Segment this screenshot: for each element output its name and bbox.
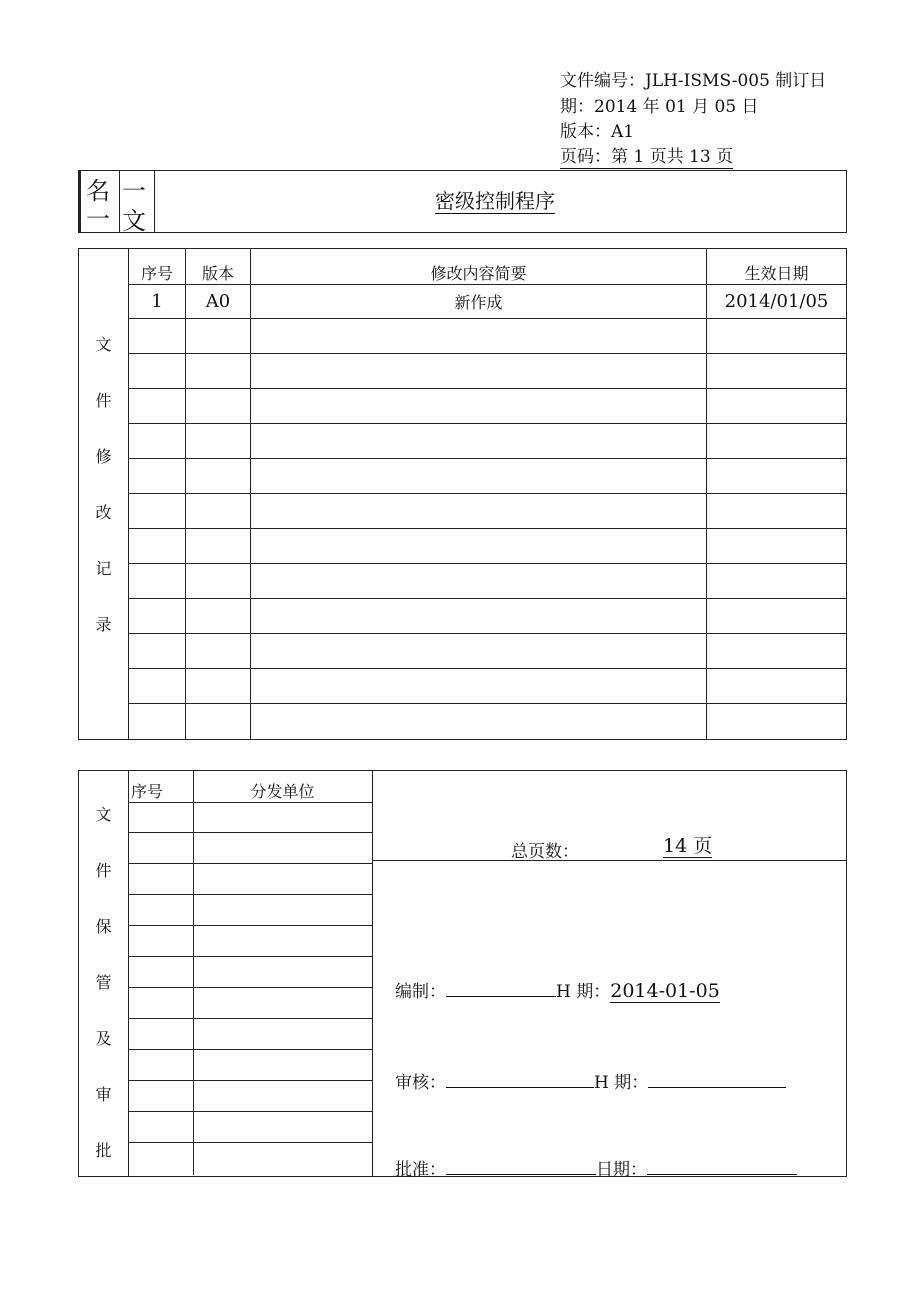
cell-version xyxy=(186,704,251,740)
cell-summary xyxy=(251,599,707,634)
table-row xyxy=(79,704,847,740)
compiled-date-label: H 期： xyxy=(556,982,611,1002)
cell-seq xyxy=(129,494,186,529)
cell-seq xyxy=(129,389,186,424)
cell-date xyxy=(707,424,847,459)
table-row xyxy=(79,389,847,424)
revision-table xyxy=(78,248,847,740)
side-char: 件 xyxy=(95,391,112,410)
cell-seq xyxy=(129,459,186,494)
cell-date: 2014/01/05 xyxy=(707,285,847,319)
side-char: 录 xyxy=(95,615,112,634)
cell-version xyxy=(186,319,251,354)
review-signature-blank xyxy=(446,1073,594,1088)
side-char: 批 xyxy=(95,1141,112,1160)
approve-date-label: 日期： xyxy=(596,1160,647,1180)
compiled-label: 编制： xyxy=(395,982,446,1002)
table-row xyxy=(129,1050,372,1081)
table-row xyxy=(129,957,372,988)
cell-date xyxy=(707,529,847,564)
column-header-summary: 修改内容简要 xyxy=(251,249,707,285)
table-row xyxy=(79,529,847,564)
approve-date-blank xyxy=(647,1160,797,1175)
side-char: 审 xyxy=(95,1085,112,1104)
cell-version xyxy=(186,669,251,704)
table-row xyxy=(129,926,372,957)
column-header-unit: 分发单位 xyxy=(193,771,372,803)
cell-summary xyxy=(251,564,707,599)
cell-version xyxy=(186,564,251,599)
table-row xyxy=(129,1081,372,1112)
review-row xyxy=(395,1068,786,1093)
cell-date xyxy=(707,564,847,599)
column-header-version: 版本 xyxy=(186,249,251,285)
column-header-seq: 序号 xyxy=(129,249,186,285)
cell-summary xyxy=(251,389,707,424)
cell-summary xyxy=(251,704,707,740)
cell-date xyxy=(707,459,847,494)
doc-number-line: 文件编号：JLH-ISMS-005 制订日 xyxy=(560,71,827,91)
cell-seq xyxy=(129,669,186,704)
side-char: 记 xyxy=(95,559,112,578)
version-line: 版本：A1 xyxy=(560,122,635,142)
total-pages-value: 14 页 xyxy=(663,835,713,857)
table-row xyxy=(129,895,372,926)
table-row xyxy=(79,285,847,319)
cell-version xyxy=(186,599,251,634)
table-row xyxy=(129,1019,372,1050)
cell-seq xyxy=(129,564,186,599)
table-row xyxy=(129,833,372,864)
distribution-side-label xyxy=(79,787,128,1179)
table-row xyxy=(79,634,847,669)
cell-seq xyxy=(129,319,186,354)
cell-date xyxy=(707,389,847,424)
table-row xyxy=(79,424,847,459)
cell-version xyxy=(186,459,251,494)
title-box xyxy=(78,170,847,233)
distribution-box xyxy=(78,770,847,1180)
cell-seq: 1 xyxy=(129,285,186,319)
cell-summary xyxy=(251,319,707,354)
compiled-signature-blank xyxy=(446,982,556,997)
side-char: 及 xyxy=(95,1029,112,1048)
cell-seq xyxy=(129,704,186,740)
side-char: 改 xyxy=(95,503,112,522)
table-row xyxy=(129,803,372,833)
cell-summary xyxy=(251,669,707,704)
cell-seq xyxy=(129,634,186,669)
cell-version xyxy=(186,494,251,529)
side-char: 管 xyxy=(95,973,112,992)
cell-summary xyxy=(251,494,707,529)
title-label-char: 名 xyxy=(86,177,110,205)
column-header-effective-date: 生效日期 xyxy=(707,249,847,285)
distribution-table xyxy=(129,770,373,1175)
cell-version xyxy=(186,529,251,564)
document-title: 密级控制程序 xyxy=(435,189,555,213)
cell-seq xyxy=(129,424,186,459)
cell-summary xyxy=(251,529,707,564)
cell-summary xyxy=(251,424,707,459)
approve-signature-blank xyxy=(446,1160,596,1175)
cell-summary xyxy=(251,459,707,494)
revision-side-label xyxy=(79,249,129,740)
table-row xyxy=(79,669,847,704)
side-char: 保 xyxy=(95,917,112,936)
column-header-seq: 序号 xyxy=(129,771,193,803)
cell-version xyxy=(186,634,251,669)
table-row xyxy=(79,459,847,494)
review-date-label: H 期： xyxy=(594,1073,649,1093)
review-label: 审核： xyxy=(395,1073,446,1093)
table-row xyxy=(79,319,847,354)
approve-label: 批准： xyxy=(395,1160,446,1180)
compiled-date-value: 2014-01-05 xyxy=(610,980,720,1002)
cell-date xyxy=(707,669,847,704)
doc-date-line: 期：2014 年 01 月 05 日 xyxy=(560,97,759,117)
cell-date xyxy=(707,704,847,740)
approve-row xyxy=(395,1155,797,1180)
table-row xyxy=(79,564,847,599)
table-row xyxy=(79,494,847,529)
cell-version xyxy=(186,389,251,424)
side-char: 修 xyxy=(95,447,112,466)
cell-date xyxy=(707,599,847,634)
cell-seq xyxy=(129,599,186,634)
cell-version: A0 xyxy=(186,285,251,319)
table-row xyxy=(79,599,847,634)
side-char: 文 xyxy=(95,805,112,824)
cell-date xyxy=(707,634,847,669)
cell-version xyxy=(186,424,251,459)
review-date-blank xyxy=(648,1073,786,1088)
cell-seq xyxy=(129,529,186,564)
cell-date xyxy=(707,354,847,389)
table-row xyxy=(129,1143,372,1175)
title-label-char: 一 xyxy=(86,205,110,233)
title-label-char: 一 xyxy=(122,177,146,205)
compiled-row xyxy=(395,977,720,1002)
cell-summary xyxy=(251,634,707,669)
cell-summary: 新作成 xyxy=(251,285,707,319)
cell-date xyxy=(707,319,847,354)
cell-seq xyxy=(129,354,186,389)
side-char: 文 xyxy=(95,335,112,354)
table-row xyxy=(129,864,372,895)
table-row xyxy=(129,1112,372,1143)
page-line: 页码：第 1 页共 13 页 xyxy=(560,147,734,167)
table-row xyxy=(129,988,372,1019)
title-label-char: 文 xyxy=(122,207,146,235)
title-label-col2 xyxy=(118,171,155,235)
table-row xyxy=(79,354,847,389)
total-pages-label: 总页数： xyxy=(511,842,579,862)
cell-summary xyxy=(251,354,707,389)
title-label-col1 xyxy=(79,171,120,232)
cell-date xyxy=(707,494,847,529)
side-char: 件 xyxy=(95,861,112,880)
cell-version xyxy=(186,354,251,389)
